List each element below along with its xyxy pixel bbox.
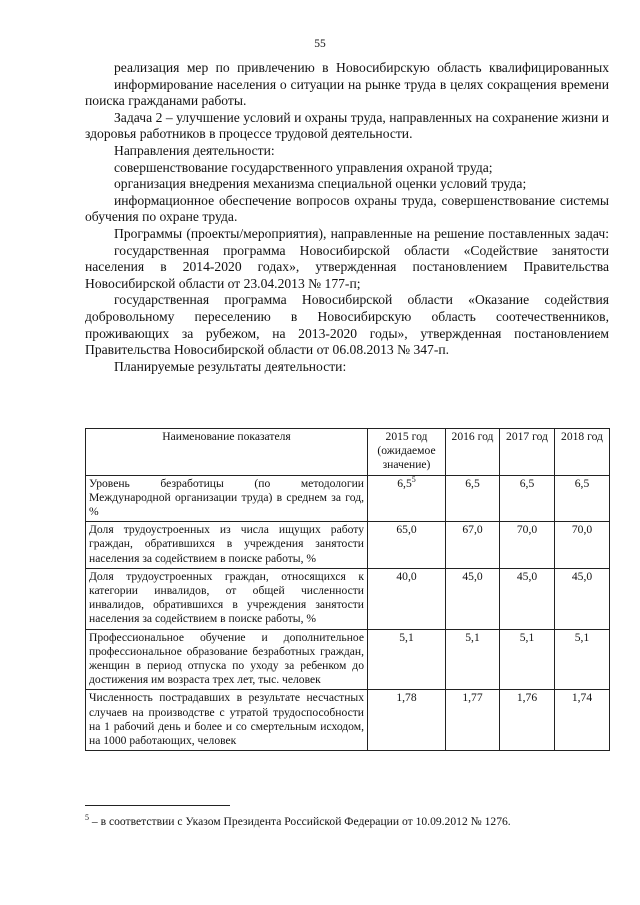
paragraph-direction-assessment: организация внедрения механизма специальной оценки условий труда; [114,176,527,192]
table-row [86,475,610,522]
paragraph-recruitment: реализация мер по привлечению в Новосибирскую область квалифицированных [114,60,609,75]
value-2016: 45,0 [446,568,500,629]
table-row [86,629,610,690]
footnote [85,815,615,829]
value-2018: 6,5 [555,475,610,522]
value-2016: 6,5 [446,475,500,522]
indicator-workplace-accidents: Численность пострадавших в результате несчастных случаев на производстве с утратой трудоспособности на 1 рабочий день и более и со смертельным исходом, на 1000 работающих, человек [86,690,368,751]
table-row [86,690,610,751]
results-table [85,428,610,751]
value-2018: 1,74 [555,690,610,751]
paragraph-program-resettlement: государственная программа Новосибирской области «Оказание содействия добровольному переселению в Новосибирскую область соотечественников, проживающих за рубежом, на 2013-2020 годы», утвержденная постановлением Правительства Новосибирской области от 06.08.2013 № 347-п. [85,292,609,358]
value-2017: 5,1 [500,629,555,690]
value-2015 [368,475,446,522]
value-2015: 40,0 [368,568,446,629]
value-2017: 6,5 [500,475,555,522]
indicator-vocational-training: Профессиональное обучение и дополнительное профессиональное образование безработных граждан, женщин в период отпуска по уходу за ребенком до достижения им возраста трех лет, тыс. человек [86,629,368,690]
paragraph-results-heading: Планируемые результаты деятельности: [114,358,347,374]
header-year-2018: 2018 год [555,429,610,476]
paragraph-directions-heading: Направления деятельности: [114,142,275,158]
indicator-unemployment-rate: Уровень безработицы (по методологии Международной организации труда) в среднем за год, % [86,475,368,522]
header-indicator-name: Наименование показателя [86,429,368,476]
table-row [86,522,610,569]
value-2018: 70,0 [555,522,610,569]
paragraph-direction-management: совершенствование государственного управления охраной труда; [114,159,493,175]
paragraph-program-employment: государственная программа Новосибирской области «Содействие занятости населения в 2014-2020 годах», утвержденная постановлением Правительства Новосибирской области от 23.04.2013 № 177-п; [85,242,609,291]
footnote-text: – в соответствии с Указом Президента Российской Федерации от 10.09.2012 № 1276. [89,815,511,828]
value-2015: 65,0 [368,522,446,569]
footnote-divider [85,805,230,806]
paragraph-task-2: Задача 2 – улучшение условий и охраны труда, направленных на сохранение жизни и здоровья работников в процессе трудовой деятельности. [85,109,609,142]
value-2018: 5,1 [555,629,610,690]
page-number: 55 [314,38,326,50]
value-2017: 1,76 [500,690,555,751]
footnote-ref: 5 [411,474,416,484]
value-2017: 70,0 [500,522,555,569]
value-2017: 45,0 [500,568,555,629]
value-2016: 1,77 [446,690,500,751]
value-2015: 1,78 [368,690,446,751]
header-year-2015: 2015 год (ожидаемое значение) [368,429,446,476]
table-row [86,568,610,629]
value-2016: 67,0 [446,522,500,569]
table-header-row [86,429,610,476]
footnote-marker: 5 [85,813,89,823]
paragraph-programs-heading: Программы (проекты/мероприятия), направленные на решение поставленных задач: [114,225,609,241]
header-year-2016: 2016 год [446,429,500,476]
header-year-2017: 2017 год [500,429,555,476]
indicator-employed-job-seekers: Доля трудоустроенных из числа ищущих работу граждан, обратившихся в учреждения занятости населения за содействием в поиске работы, % [86,522,368,569]
value-2018: 45,0 [555,568,610,629]
value-2015: 5,1 [368,629,446,690]
paragraph-direction-information: информационное обеспечение вопросов охраны труда, совершенствование системы обучения по охране труда. [85,192,609,225]
body-text [85,60,609,375]
paragraph-informing: информирование населения о ситуации на рынке труда в целях сокращения времени поиска гражданами работы. [85,76,609,109]
indicator-employed-disabled: Доля трудоустроенных граждан, относящихся к категории инвалидов, от общей численности инвалидов, обратившихся в учреждения занятости населения за содействием в поиске работы, % [86,568,368,629]
value-text: 6,5 [397,476,412,490]
value-2016: 5,1 [446,629,500,690]
